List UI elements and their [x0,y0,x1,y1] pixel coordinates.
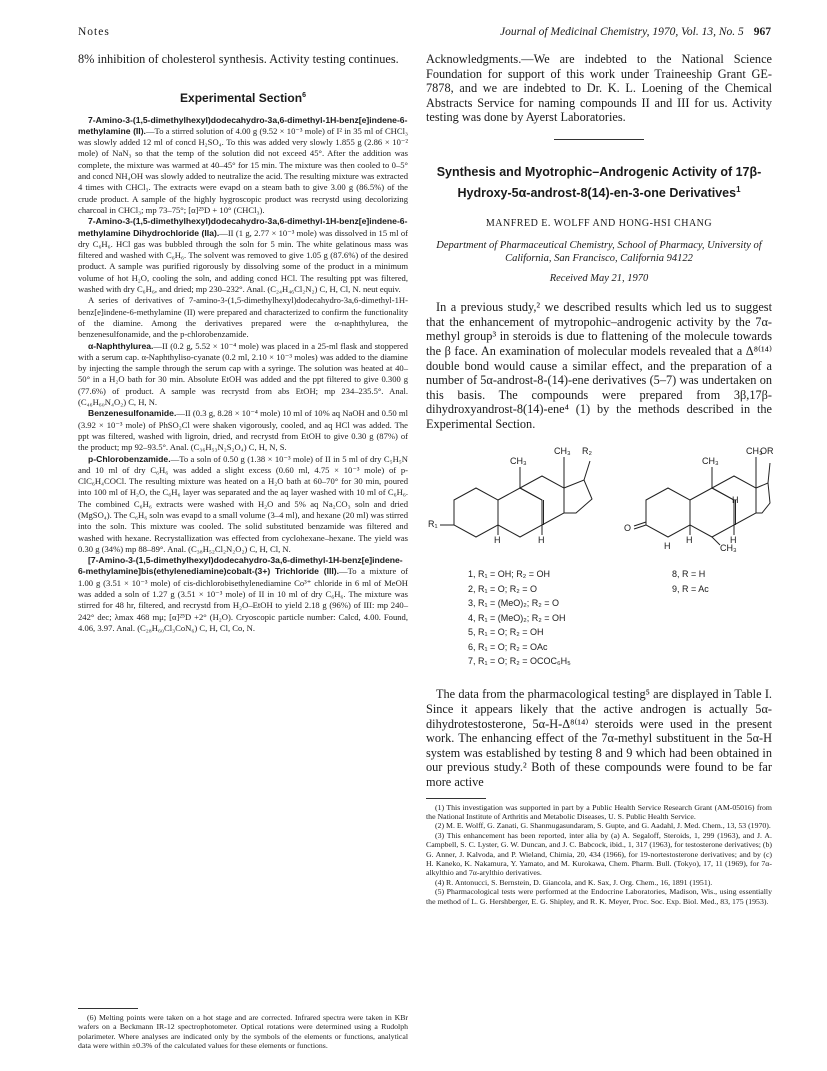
label-ch3-e: CH₃ [720,543,737,554]
derivatives-paragraph: A series of derivatives of 7-amino-3-(1,5-dimethylhexyl)dodecahydro-3a,6-dimethyl-1H-benz[e]indene-6-methylamine (II) were prepared and characterized to confirm the functionality of the diamine. Among the derivatives prepared were the α-naphthylurea, the benzenesulfonamide, and the p-chlorobenzamide. [78,295,408,340]
acknowledgments: Acknowledgments.—We are indebted to the National Science Foundation for support of this work under Traineeship Grant GE-7878, and we are indebted to Dr. K. L. Loening of the Chemical Abstracts Service for naming compounds II and III for us. Activity testing was done by Ayerst Laboratories. [426,52,772,125]
compound-iia-body: —II (1 g, 2.77 × 10⁻³ mole) was dissolved in 15 ml of dry C₆H₆. HCl gas was bubbled through the soln for 5 min. The white gelatinous mass was filtered and washed with C₆H₆. The solvent was removed to give 1.05 g (87.6%) of the desired product. A sample was purified rigorously by dissolving some of the product in a minimum volume of hot H₂O, cooling the soln, and adding concd HCl. The resulting ppt was filtered, washed with dry C₆H₆, and dried; mp 230–232°. Anal. (C₂₄H₄₆Cl₂N₂) C, H, Cl, N. neut equiv. [78,227,408,295]
naphthylurea-paragraph [78,341,408,409]
label-h-d: H [686,535,693,546]
footnote-6: (6) Melting points were taken on a hot stage and are corrected. Infrared spectra were taken in KBr wafers on a Beckmann IR-12 spectrophotometer. Optical rotations were determined using a Rudolph polarimeter. Where analyses are indicated only by the symbols of the elements or functions, analytical data were within ±0.3% of the calculated values for these elements or functions. [78,1013,408,1051]
compound-ii-body: —To a stirred solution of 4.00 g (9.52 × 10⁻³ mole) of I² in 35 ml of CHCl₃ was slowly added 12 ml of concd H₂SO₄. To this was added very slowly 1.855 g (2.86 × 10⁻² mole) of NaN₃ so that the temp of the solution did not exceed 45°. After the addition was complete, the mixture was warmed at 40–45° for 15 min. The mixture was then cooled to 0–5° and concd NH₄OH was slowly added to neutralize the acid. The resulting mixture was extracted 4 times with CHCl₃. The extracts were evapd on a steam bath to give 3.00 g (86.5%) of the crude product. A sample of the highly hygroscopic product was recrystd using decolorizing charcoal in CHCl₃; mp 73–75°; [α]²⁵D + 10° (CHCl₃). [78,125,409,215]
benzenesulfonamide-title: Benzenesulfonamide. [88,408,177,419]
right-footnotes [426,803,772,906]
compound-iia-title: 7-Amino-3-(1,5-dimethylhexyl)dodecahydro-3a,6-dimethyl-1H-benz[e]indene-6-methylamine Dihydrochloride (IIa). [78,216,408,238]
experimental-section-title: Experimental Section [180,90,303,105]
compound-iii-paragraph [78,555,408,634]
label-ch3-b: CH₃ [510,456,527,467]
label-or: OR [760,446,774,457]
results-paragraph: The data from the pharmacological testing⁵ are displayed in Table I. Since it appears likely that the active androgen is actually 5α-dihydrotestosterone, 5α-H-Δ⁸⁽¹⁴⁾ steroids were used in the present work. The enhancing effect of the 7α-methyl substituent in the 5α-H system was established by testing 8 and 9 which had been obtained in our previous study.² Both of these compounds were found to be far more active [426,687,772,790]
compound-9: 9, R = Ac [672,583,709,594]
label-h-b: H [494,535,501,546]
compound-5: 5, R₁ = O; R₂ = OH [468,627,544,638]
compound-iia-paragraph [78,216,408,295]
footnote-4: (4) R. Antonucci, S. Bernstein, D. Giancola, and K. Sax, J. Org. Chem., 16, 1891 (1951). [435,877,713,887]
article-authors: MANFRED E. WOLFF AND HONG-HSI CHANG [485,218,713,230]
compound-4: 4, R₁ = (MeO)₂; R₂ = OH [468,612,566,623]
compound-iii-title: [7-Amino-3-(1,5-dimethylhexyl)dodecahydro-3a,6-dimethyl-1H-benz[e]indene-6-methylamine]bis(ethylenediamine)cobalt-(3+) Trichloride (III). [78,555,403,577]
label-ch3-d: CH₃ [702,456,719,467]
intro-paragraph: In a previous study,² we described results which led us to suggest that the enhancement of mytropohic–androgenic activity by the 7α-methyl group³ in steroids is due to flattening of the molecule towards the β face. An examination of molecular models revealed that a Δ⁸⁽¹⁴⁾ double bond would cause a similar effect, and the preparation of a number of 5α-androst-8-(14)-ene derivatives (5–7) was undertaken on this basis. The compounds were prepared from 3β,17β-dihydroxyandrost-8(14)-ene⁴ (1) by the methods described in the Experimental Section. [426,300,772,431]
label-h-e: H [732,495,739,506]
compound-7: 7, R₁ = O; R₂ = OCOC₆H₅ [468,656,571,667]
right-column [426,52,772,906]
compound-ii-title: 7-Amino-3-(1,5-dimethylhexyl)dodecahydro-3a,6-dimethyl-1H-benz[e]indene-6-methylamine (II). [78,114,408,136]
right-footnote-rule [426,798,486,799]
chlorobenzamide-paragraph [78,454,408,556]
article-title-text: Synthesis and Myotrophic–Androgenic Activity of 17β-Hydroxy-5α-androst-8(14)-en-3-one Derivatives [436,164,762,201]
article-affiliation: Department of Pharmaceutical Chemistry, School of Pharmacy, University of California, San Francisco, California 94122 [436,240,762,265]
compound-iii-body: —To a mixture of 1.00 g (3.51 × 10⁻³ mole) of cis-dichlorobisethylenediamine Co³⁺ chloride in 6 ml of MeOH was added a soln of 1.27 g (3.51 × 10⁻³ mole) of II in 10 ml of dry C₆H₆. The mixture was stirred for 48 hr, filtered, and recrystd from H₂O–EtOH to yield 2.18 g (96%) of III: mp 240–242° dec; λmax 468 mμ; [α]²⁵D +2° (H₂O). Cryoscopic particle number: Calcd, 4.00. Found, 4.06, 3.97. Anal. (C₂₈H₆₀Cl₃CoN₆) C, H, Cl, Co, N. [78,566,408,633]
header-page-number: 967 [753,26,771,38]
article-title-sup: 1 [736,184,741,194]
article-title [426,164,772,202]
benzenesulfonamide-body: —II (0.3 g, 8.28 × 10⁻⁴ mole) 10 ml of 10% aq NaOH and 0.50 ml (3.92 × 10⁻³ mole) of PhSO₂Cl were shaken vigorously, cooled, and aq HCl was added. The ppt was filtered, washed with ligroin, dried, and recrystd from EtOH to give 0.30 g (87%) of the product; mp 92–93.5°. Anal. (C₃₆H₅₃N₂S₂O₄) C, H, N, S. [78,408,408,453]
label-o: O [624,523,632,534]
label-ch3-a: CH₃ [554,446,571,457]
structures-figure [426,437,772,681]
label-ch3-c: CH₃ [746,446,763,457]
footnote-rule [78,1008,138,1009]
compound-list-left [468,567,571,669]
naphthylurea-title: α-Naphthylurea. [88,340,154,351]
label-r1: R₁ [428,519,438,530]
running-header [78,26,771,42]
compound-list-right [672,567,709,596]
experimental-section-sup: 6 [302,91,306,99]
compound-1: 1, R₁ = OH; R₂ = OH [468,569,551,580]
label-h-a: H [538,535,545,546]
header-journal [500,26,771,38]
structure-labels [426,437,772,567]
naphthylurea-body: —II (0.2 g, 5.52 × 10⁻⁴ mole) was placed in a 25-ml flask and stoppered with a serum cap. α-Naphthyliso-cyanate (0.2 ml, 2.10 × 10⁻³ moles) was added to the diamine by injecting the sample through the serum cap with a syringe. The solution was heated at 40–50° in a H₂O bath for 30 min. Absolute EtOH was added and the ppt filtered to give 0.300 g (77.6%) of product. A sample was recrystd from abs EtOH; mp 234–235.5°. Anal. (C₄₆H₆₀N₄O₂) C, H, N. [78,340,408,408]
compound-6: 6, R₁ = O; R₂ = OAc [468,641,548,652]
header-section: Notes [78,26,110,38]
article-received: Received May 21, 1970 [549,273,649,285]
footnote-3: (3) This enhancement has been reported, inter alia by (a) A. Segaloff, Steroids, 1, 299 (1963), and J. A. Campbell, S. C. Lyster, G. W. Duncan, and J. C. Babcock, ibid., 1, 317 (1963), for testosterone derivatives; (b) G. Anner, J. Kalvoda, and P. Wieland, Chimia, 20, 434 (1966), for 19-nortestosterone derivatives; and by (c) H. Kaneko, K. Nakamura, Y. Yamato, and M. Kurokawa, Chem. Pharm. Bull. (Tokyo), 17, 11 (1969), for 7α-alkylthio and 7α-arylthio derivatives. [426,830,772,878]
article-separator [554,139,644,140]
footnote-1: (1) This investigation was supported in part by a Public Health Service Research Grant (AM-05016) from the National Institute of Arthritis and Metabolic Diseases, U. S. Public Health Service. [426,802,772,822]
left-footnotes [78,1013,408,1051]
compound-ii-paragraph [78,115,408,217]
benzenesulfonamide-paragraph [78,408,408,453]
label-h-f: H [664,541,671,552]
label-h-c: H [730,535,737,546]
compound-8: 8, R = H [672,569,706,580]
chlorobenzamide-title: p-Chlorobenzamide. [88,453,171,464]
label-r2: R₂ [582,446,592,457]
footnote-2: (2) M. E. Wolff, G. Zanati, G. Shanmugasundaram, S. Gupte, and G. Aadahl, J. Med. Chem., 13, 53 (1970). [435,821,771,831]
left-footnote-block [78,1008,408,1051]
header-journal-title: Journal of Medicinal Chemistry, 1970, Vol. 13, No. 5 [500,26,744,38]
compound-2: 2, R₁ = O; R₂ = O [468,583,538,594]
left-top-text: 8% inhibition of cholesterol synthesis. Activity testing continues. [78,52,399,66]
experimental-section-heading [78,91,408,105]
chlorobenzamide-body: —To a soln of 0.50 g (1.38 × 10⁻³ mole) of II in 5 ml of dry C₅H₅N and 10 ml of dry C₆H₆ was added a slight excess (0.60 ml, 4.75 × 10⁻³ mole) of p-ClC₆H₄COCl. The resulting mixture was heated on a H₂O bath at 60–70° for 30 min, poured into 100 ml of H₂O, the C₆H₆ layer was separated and the aq layer washed with 10 ml of C₆H₆. The combined C₆H₆ extracts were washed with H₂O and 5% aq Na₂CO₃ soln and dried (MgSO₄). The C₆H₆ soln was evapd to a small volume (3–4 ml), and hexane (20 ml) was stirred into the soln. This mixture was cooled. The solid substituted benzamide was filtered and washed with hexane. Recrystallization was effected from cyclohexane–hexane. The yield was 0.30 g (34%) mp 88–89°. Anal. (C₃₈H₅₂Cl₂N₂O₂) C, H, Cl, N. [78,453,408,554]
compound-3: 3, R₁ = (MeO)₂; R₂ = O [468,598,560,609]
left-column [78,52,408,634]
footnote-5: (5) Pharmacological tests were performed at the Endocrine Laboratories, Madison, Wis., using essentially the method of L. G. Hershberger, E. G. Shipley, and R. K. Meyer, Proc. Soc. Exp. Biol. Med., 83, 175 (1953). [426,887,772,906]
